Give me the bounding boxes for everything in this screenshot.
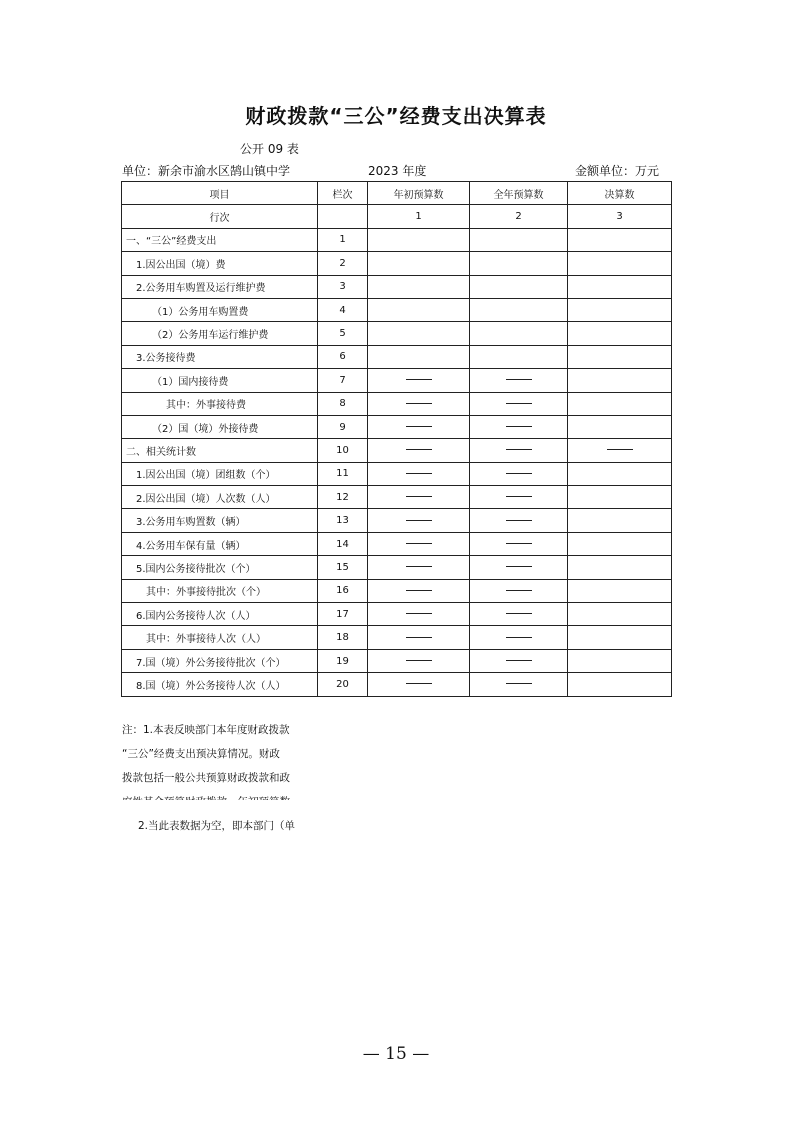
table-row (122, 486, 672, 509)
value-cell (368, 228, 470, 251)
header-row (122, 182, 672, 205)
value-cell (470, 532, 568, 555)
unit-label: 单位：新余市渝水区鹄山镇中学 (122, 164, 291, 178)
row-label: 6.国内公务接待人次（人） (122, 603, 318, 626)
dash-mark (406, 566, 432, 567)
dash-mark (506, 637, 532, 638)
dash-mark (406, 613, 432, 614)
value-cell (368, 673, 470, 696)
row-label: 其中：外事接待费 (122, 392, 318, 415)
dash-mark (406, 660, 432, 661)
dash-mark (406, 403, 432, 404)
row-number: 16 (318, 579, 368, 602)
row-number: 11 (318, 462, 368, 485)
row-number: 2 (318, 252, 368, 275)
row-number: 8 (318, 392, 368, 415)
value-cell (368, 275, 470, 298)
value-cell (568, 275, 672, 298)
value-cell (368, 439, 470, 462)
table-row (122, 252, 672, 275)
table-title: 财政拨款“三公”经费支出决算表 (245, 104, 547, 128)
value-cell (470, 626, 568, 649)
notes (122, 718, 317, 838)
dash-mark (506, 683, 532, 684)
dash-mark (406, 590, 432, 591)
value-cell (568, 603, 672, 626)
row-label: 其中：外事接待人次（人） (122, 626, 318, 649)
value-cell (470, 345, 568, 368)
value-cell (568, 392, 672, 415)
clip-mask (120, 840, 330, 860)
column-header: 决算数 (568, 182, 672, 205)
value-cell (470, 228, 568, 251)
dash-mark (506, 496, 532, 497)
row-number: 12 (318, 486, 368, 509)
column-header: 栏次 (318, 182, 368, 205)
value-cell (470, 415, 568, 438)
row-label: （1）国内接待费 (122, 369, 318, 392)
value-cell (470, 275, 568, 298)
value-cell (568, 462, 672, 485)
form-code: 公开 09 表 (240, 142, 299, 156)
dash-mark (406, 473, 432, 474)
clip-mask (120, 800, 330, 814)
row-number: 18 (318, 626, 368, 649)
value-cell (368, 462, 470, 485)
dash-mark (506, 613, 532, 614)
value-cell (470, 673, 568, 696)
row-number: 4 (318, 298, 368, 321)
dash-mark (406, 496, 432, 497)
row-number: 15 (318, 556, 368, 579)
value-cell (568, 556, 672, 579)
table-row (122, 556, 672, 579)
table-row (122, 626, 672, 649)
row-label: 1.因公出国（境）团组数（个） (122, 462, 318, 485)
row-number: 3 (318, 275, 368, 298)
row-label: （2）国（境）外接待费 (122, 415, 318, 438)
value-cell (368, 579, 470, 602)
value-cell (568, 322, 672, 345)
dash-mark (506, 426, 532, 427)
value-cell (470, 392, 568, 415)
dash-mark (506, 473, 532, 474)
value-cell (470, 579, 568, 602)
value-cell (470, 369, 568, 392)
dash-mark (506, 660, 532, 661)
value-cell (470, 252, 568, 275)
expense-table (121, 181, 672, 697)
table-row (122, 369, 672, 392)
table-row (122, 322, 672, 345)
table-row (122, 298, 672, 321)
row-number: 17 (318, 603, 368, 626)
table-body (122, 182, 672, 697)
value-cell (568, 252, 672, 275)
value-cell (368, 626, 470, 649)
dash-mark (506, 379, 532, 380)
table-row (122, 228, 672, 251)
value-cell (470, 322, 568, 345)
dash-mark (506, 590, 532, 591)
amount-unit-label: 金额单位：万元 (575, 164, 660, 178)
value-cell (368, 345, 470, 368)
value-cell (568, 509, 672, 532)
column-header: 全年预算数 (470, 182, 568, 205)
index-cell: 行次 (122, 205, 318, 228)
table-row (122, 579, 672, 602)
row-number: 6 (318, 345, 368, 368)
dash-mark (406, 520, 432, 521)
row-label: 2.因公出国（境）人次数（人） (122, 486, 318, 509)
dash-mark (506, 566, 532, 567)
note-line: 注：1.本表反映部门本年度财政拨款 (122, 724, 290, 736)
value-cell (368, 415, 470, 438)
dash-mark (607, 449, 633, 450)
row-label: 一、“三公”经费支出 (122, 228, 318, 251)
dash-mark (506, 403, 532, 404)
dash-mark (506, 543, 532, 544)
index-cell: 3 (568, 205, 672, 228)
value-cell (568, 532, 672, 555)
value-cell (568, 649, 672, 672)
value-cell (368, 556, 470, 579)
table-row (122, 509, 672, 532)
value-cell (568, 298, 672, 321)
table-row (122, 532, 672, 555)
dash-mark (406, 637, 432, 638)
value-cell (368, 369, 470, 392)
value-cell (368, 252, 470, 275)
table-row (122, 439, 672, 462)
note-line: “三公”经费支出预决算情况。财政 (122, 748, 280, 760)
value-cell (368, 486, 470, 509)
note-line: 拨款包括一般公共预算财政拨款和政 (122, 772, 290, 784)
dash-mark (406, 683, 432, 684)
table-row (122, 673, 672, 696)
value-cell (470, 298, 568, 321)
row-label: 4.公务用车保有量（辆） (122, 532, 318, 555)
value-cell (568, 579, 672, 602)
index-cell (318, 205, 368, 228)
value-cell (368, 392, 470, 415)
value-cell (568, 369, 672, 392)
dash-mark (406, 426, 432, 427)
table-row (122, 392, 672, 415)
row-label: 5.国内公务接待批次（个） (122, 556, 318, 579)
row-number: 19 (318, 649, 368, 672)
note-line: 2.当此表数据为空，即本部门（单 (138, 820, 296, 832)
row-number: 14 (318, 532, 368, 555)
value-cell (368, 509, 470, 532)
row-label: （1）公务用车购置费 (122, 298, 318, 321)
value-cell (368, 322, 470, 345)
value-cell (368, 532, 470, 555)
value-cell (568, 345, 672, 368)
dash-mark (406, 379, 432, 380)
table-row (122, 415, 672, 438)
row-label: 2.公务用车购置及运行维护费 (122, 275, 318, 298)
value-cell (568, 486, 672, 509)
column-header: 项目 (122, 182, 318, 205)
row-label: 1.因公出国（境）费 (122, 252, 318, 275)
value-cell (470, 509, 568, 532)
table-row (122, 275, 672, 298)
row-label: 3.公务用车购置数（辆） (122, 509, 318, 532)
index-cell: 1 (368, 205, 470, 228)
value-cell (568, 439, 672, 462)
value-cell (368, 298, 470, 321)
row-label: 其中：外事接待批次（个） (122, 579, 318, 602)
row-label: 3.公务接待费 (122, 345, 318, 368)
dash-mark (406, 543, 432, 544)
index-cell: 2 (470, 205, 568, 228)
row-number: 5 (318, 322, 368, 345)
dash-mark (506, 449, 532, 450)
value-cell (470, 603, 568, 626)
value-cell (368, 603, 470, 626)
index-row (122, 205, 672, 228)
row-label: （2）公务用车运行维护费 (122, 322, 318, 345)
row-number: 1 (318, 228, 368, 251)
value-cell (568, 673, 672, 696)
row-number: 10 (318, 439, 368, 462)
value-cell (568, 415, 672, 438)
row-label: 8.国（境）外公务接待人次（人） (122, 673, 318, 696)
table-row (122, 603, 672, 626)
value-cell (470, 649, 568, 672)
page-number: — 15 — (362, 1044, 430, 1064)
table-row (122, 462, 672, 485)
value-cell (470, 556, 568, 579)
value-cell (470, 486, 568, 509)
row-label: 二、相关统计数 (122, 439, 318, 462)
value-cell (568, 228, 672, 251)
row-number: 9 (318, 415, 368, 438)
value-cell (470, 439, 568, 462)
dash-mark (406, 449, 432, 450)
column-header: 年初预算数 (368, 182, 470, 205)
row-number: 7 (318, 369, 368, 392)
value-cell (368, 649, 470, 672)
row-number: 20 (318, 673, 368, 696)
dash-mark (506, 520, 532, 521)
row-label: 7.国（境）外公务接待批次（个） (122, 649, 318, 672)
row-number: 13 (318, 509, 368, 532)
value-cell (470, 462, 568, 485)
table-row (122, 345, 672, 368)
year-label: 2023 年度 (368, 164, 427, 178)
value-cell (568, 626, 672, 649)
table-row (122, 649, 672, 672)
